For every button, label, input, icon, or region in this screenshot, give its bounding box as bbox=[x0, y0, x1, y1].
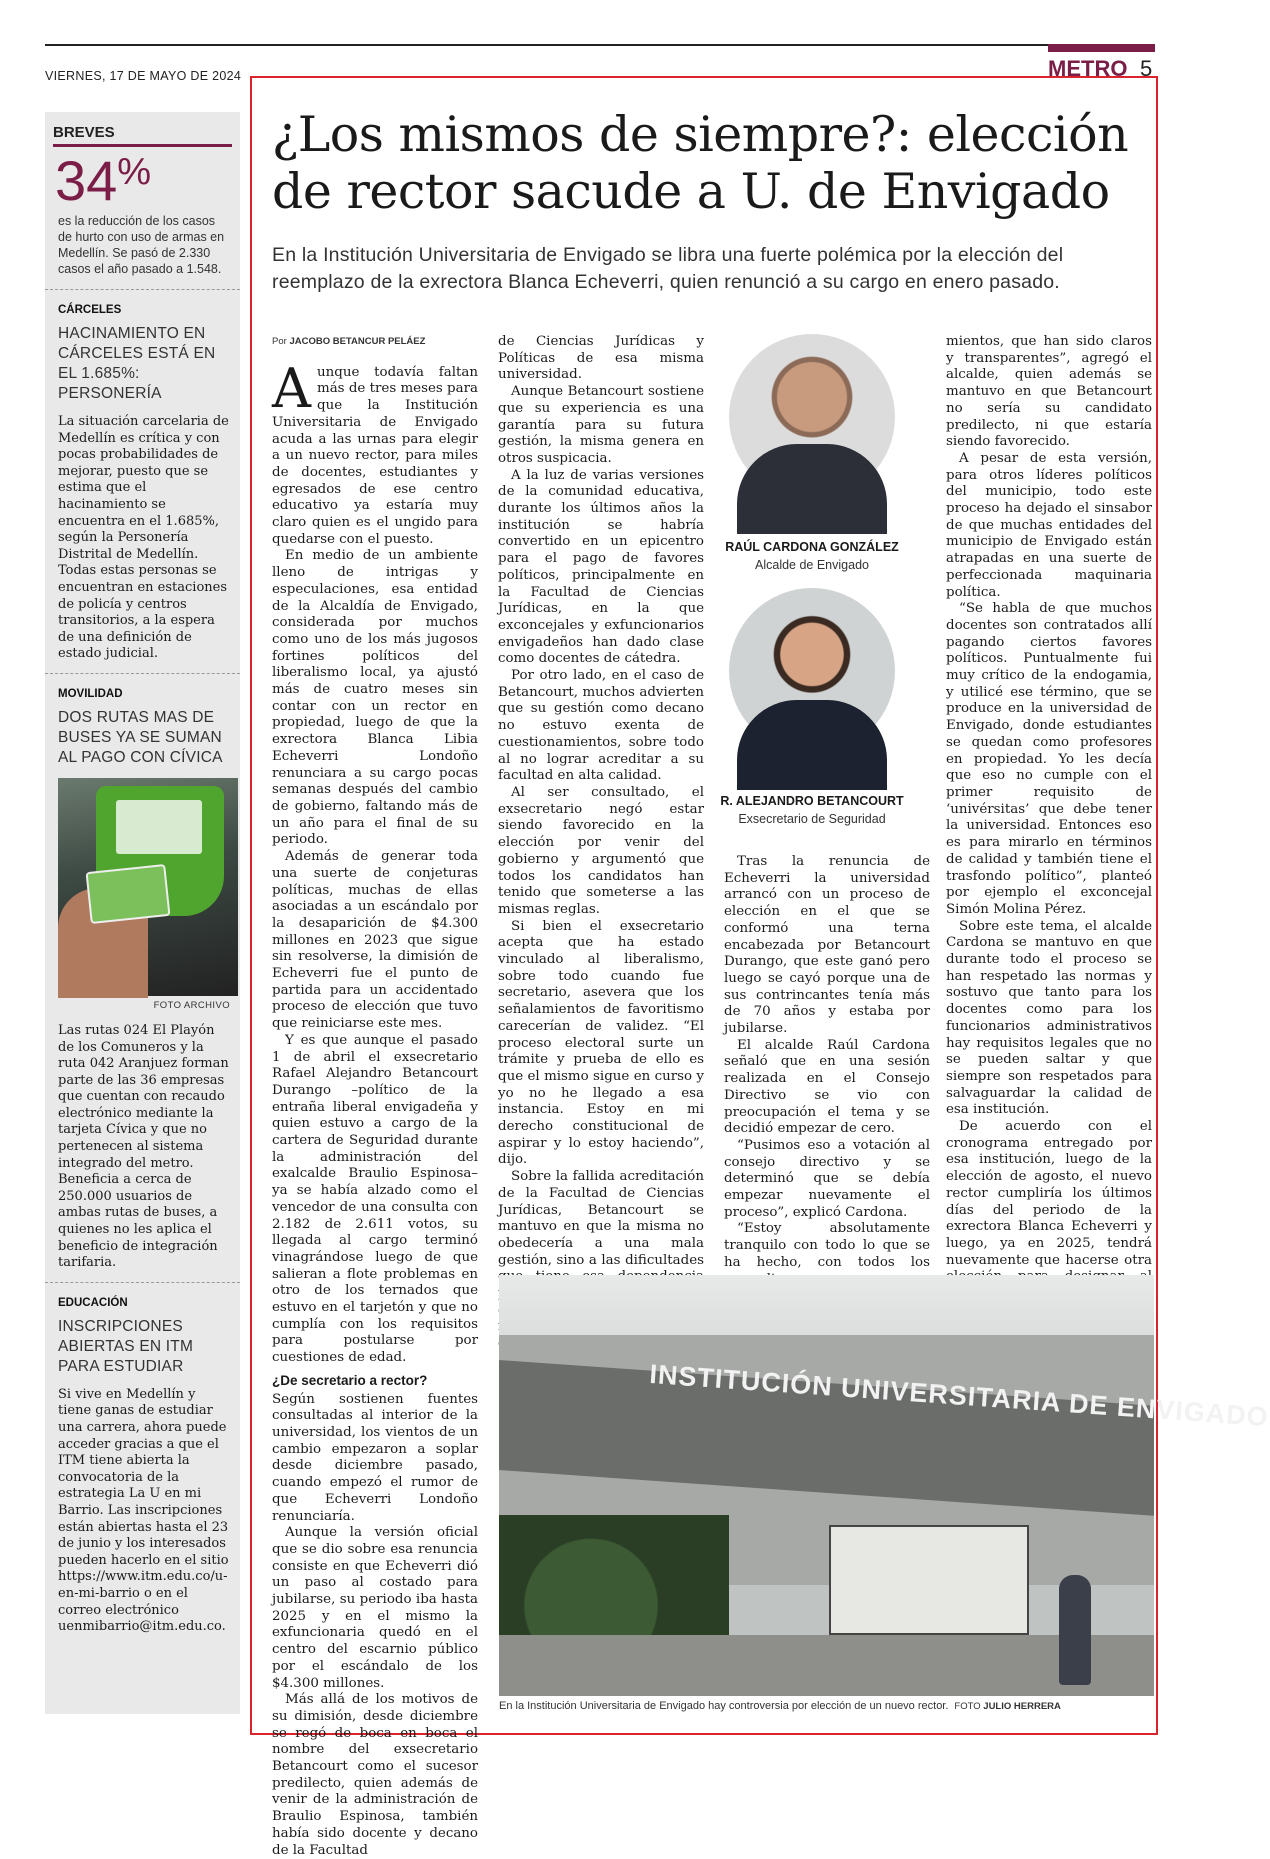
brief-body: Si vive en Medellín y tiene ganas de estudiar una carrera, ahora puede acceder gracias a que el ITM tiene abierta la convocatoria de la estrategia La U en mi Barrio. Las inscripciones están abiertas hasta el 23 de junio y los interesados pueden hacerlo en el sitio https://www.itm.edu.co/u-en-mi-barrio o en el correo electrónico uenmibarrio@itm.edu.co. bbox=[58, 1386, 229, 1635]
credit-prefix: FOTO bbox=[954, 1701, 981, 1712]
paragraph: Por otro lado, en el caso de Betancourt, muchos advierten que su gestión como decano no estuvo exenta de cuestionamientos, sobre todo al no lograr acreditar a su facultad en alta calidad. bbox=[498, 668, 704, 784]
civica-card bbox=[86, 864, 171, 924]
brief-kicker: CÁRCELES bbox=[58, 304, 122, 316]
paragraph: Aunque la versión oficial que se dio sobre esa renuncia consiste en que Echeverri dió un paso al costado para jubilarse, su periodo iba hasta 2025 y en el mismo la exfuncionaria quedó en el centro del escarnio público por el escándalo de los $4.300 millones. bbox=[272, 1525, 478, 1691]
paragraph: Sobre la fallida acreditación de la Facultad de Ciencias Jurídicas, Betancourt se mantuvo en que la misma no obedecería a una mala gestión, sino a las dificultades bbox=[498, 1169, 704, 1268]
paragraph bbox=[272, 356, 478, 549]
university-entrance-photo bbox=[499, 1275, 1270, 1696]
paragraph: “Pusimos eso a votación al consejo directivo y se determinó que se debía empezar nuevamente el proceso”, explicó Cardona. bbox=[724, 1137, 930, 1220]
divider bbox=[45, 1282, 240, 1283]
caption-text: En la Institución Universitaria de Envigado hay controversia por elección de un nuevo rector. bbox=[499, 1700, 949, 1712]
brief-title: HACINAMIENTO EN CÁRCELES ESTÁ EN EL 1.685%: PERSONERÍA bbox=[58, 325, 216, 402]
breves-sidebar bbox=[45, 112, 240, 1714]
photo-credit: FOTO ARCHIVO bbox=[153, 999, 230, 1011]
portrait-name: RAÚL CARDONA GONZÁLEZ bbox=[725, 540, 899, 554]
brief-kicker: MOVILIDAD bbox=[58, 687, 123, 700]
suit bbox=[737, 700, 887, 790]
byline-author: JACOBO BETANCUR PELÁEZ bbox=[289, 336, 426, 347]
suit bbox=[737, 444, 887, 534]
issue-date: VIERNES, 17 DE MAYO DE 2024 bbox=[45, 69, 242, 83]
brief-body: Las rutas 024 El Playón de los Comuneros y la ruta 042 Aranjuez forman parte de las 36 empresas que cuentan con recaudo electrónico mediante la tarjeta Cívica y que no pertenecen al sistema integrado del metro. Beneficia a cerca de 250.000 usuarios de ambas rutas de buses, a quienes no les aplica el beneficio de integración tarifaria. bbox=[58, 1022, 229, 1271]
stat-figure bbox=[55, 149, 232, 212]
article-column-2 bbox=[498, 334, 704, 1353]
portrait-raul-cardona bbox=[729, 334, 895, 500]
paragraph: “Se habla de que muchos docentes son contratados allí pagando ciertos favores políticos. Puntualmente fui muy crítico de la endogamia, y utilicé ese término, que se produce en la universidad de Envigado, donde estudiantes se quedan como profesores en propiedad. Yo les decía que eso no cumple con el primer requisito de ‘univérsitas’ que debe tener la universidad. Entonces eso es para mirarlo en términos de calidad y también tiene el trasfondo político”, planteó por ejemplo el exconcejal Simón Molina Pérez. bbox=[946, 601, 1152, 917]
photo-credit bbox=[954, 1701, 1060, 1712]
section-bar bbox=[1048, 44, 1155, 52]
top-rule bbox=[45, 44, 1155, 46]
portrait-alejandro-betancourt bbox=[729, 588, 895, 754]
paragraph: Al ser consultado, el exsecretario negó estar siendo favorecido en la elección por venir del gobierno y argumentó que todos los candidatos han tenido que someterse a las mismas reglas. bbox=[498, 784, 704, 917]
brief-kicker: EDUCACIÓN bbox=[58, 1296, 128, 1309]
pedestrian bbox=[1059, 1575, 1091, 1685]
brief-title: DOS RUTAS MAS DE BUSES YA SE SUMAN AL PAGO CON CÍVICA bbox=[58, 708, 223, 766]
paragraph: Según sostienen fuentes consultadas al interior de la universidad, los vientos de un cambio empezaron a soplar desde diciembre pasado, cuando empezó el rumor de que Echeverri Londoño renunciaría. bbox=[272, 1391, 478, 1524]
paragraph: “Estoy absolutamente tranquilo con todo lo que se ha hecho, con todos los bbox=[724, 1221, 930, 1270]
guard-booth bbox=[829, 1525, 1029, 1635]
ground bbox=[499, 1635, 1154, 1696]
brief-body: La situación carcelaria de Medellín es crítica y con pocas probabilidades de mejorar, puesto que se estima que el hacinamiento se encuentra en el 1.685%, según la Personería Distrital de Medellín. Todas estas personas se encuentran en estaciones de policía y centros transitorios, a la espera de una definición de estado judicial. bbox=[58, 414, 229, 662]
byline-prefix: Por bbox=[272, 336, 287, 347]
entrance-sign: INSTITUCIÓN UNIVERSITARIA DE ENVIGADO bbox=[648, 1358, 1270, 1433]
paragraph: En medio de un ambiente lleno de intrigas y especulaciones, esa entidad de la Alcaldía de Envigado, considerada por muchos como uno de los más jugosos fortines políticos del liberalismo local, ya ajustó más de cuatro meses sin contar con un rector en propiedad, luego de que la exrectora Blanca Libia Echeverri Londoño renunciara a su cargo pocas semanas después del cambio de gobierno, faltando más de un año para el final de su periodo. bbox=[272, 548, 478, 848]
civica-validator-photo bbox=[58, 778, 238, 996]
paragraph: Y es que aunque el pasado 1 de abril el exsecretario Rafael Alejandro Betancourt Durango –político de la entraña liberal envigadeña y quien estuvo a cargo de la cartera de Seguridad durante la administración del exalcalde Braulio Espinosa– ya se había alzado como el vencedor de una consulta con 2.182 de 2.611 votos, su llegada al cargo terminó vinagrándose luego de que salieran a flote problemas en otro de los ternados que estuvo en el tarjetón y que no cumplía con los requisitos para postularse por cuestiones de edad. bbox=[272, 1032, 478, 1366]
subhead: ¿De secretario a rector? bbox=[272, 1372, 428, 1388]
paragraph: Tras la renuncia de Echeverri la universidad arrancó con un proceso de elección en el que se conformó una terna encabezada por Betancourt Durango, que este ganó pero luego se cayó porque una de sus contrincantes tenía más de 70 años y estaba por jubilarse. bbox=[724, 854, 930, 1037]
paragraph: Además de generar toda una suerte de conjeturas políticas, muchas de ellas asociadas a un escándalo por la desaparición de $4.300 millones en 2023 que sigue sin resolverse, la dimisión de Echeverri fue el punto de partida para un accidentado proceso de elección que tuvo que reiniciarse este mes. bbox=[272, 849, 478, 1032]
byline bbox=[272, 334, 478, 351]
section-name: METRO bbox=[1048, 56, 1128, 81]
article-column-3 bbox=[724, 854, 930, 1288]
article-column-1 bbox=[272, 334, 478, 1859]
photo-caption bbox=[499, 1700, 1061, 1712]
paragraph: El alcalde Raúl Cardona señaló que en una sesión realizada en el Consejo Directivo se vio con preocupación el tema y se decidió empezar de cero. bbox=[724, 1037, 930, 1137]
stat-number: 34 bbox=[55, 149, 118, 212]
brief-title: INSCRIPCIONES ABIERTAS EN ITM PARA ESTUDIAR bbox=[58, 1317, 194, 1375]
paragraph: Aunque Betancourt sostiene que su experiencia es una garantía para su futura gestión, la misma genera en otros suspicacia. bbox=[498, 384, 704, 466]
paragraph: De acuerdo con el cronograma entregado por esa institución, luego de la elección de agosto, el nuevo rector cumpliría los últimos días del periodo de la exrectora Blanca Echeverri y luego, ya en 2025, tendrá nuevamente que hacerse otra bbox=[946, 1119, 1152, 1268]
divider bbox=[45, 673, 240, 674]
credit-name: JULIO HERRERA bbox=[983, 1701, 1061, 1712]
paragraph: Sobre este tema, el alcalde Cardona se mantuvo en que durante todo el proceso se han respetado las normas y sostuvo que tanto para los docentes como para los funcionarios administrativos hay requisitos legales que no se pueden saltar y que siempre son respetados para salvaguardar la calidad de esa institución. bbox=[946, 918, 1152, 1118]
paragraph-text: unque todavía faltan más de tres meses para que la Institución Universitaria de Envigado acuda a las urnas para elegir a un nuevo rector, para miles de docentes, estudiantes y egresados de ese centro educativo ya estaría muy claro quien es el ungido para quedarse con el puesto. bbox=[272, 364, 478, 547]
paragraph: mientos, que han sido claros y transparentes”, agregó el alcalde, quien además se mantuvo en que Betancourt no sería su candidato predilecto, ni que estaría siendo favorecido. bbox=[946, 334, 1152, 450]
portrait-name: R. ALEJANDRO BETANCOURT bbox=[720, 794, 904, 808]
stat-symbol: % bbox=[117, 151, 152, 193]
divider bbox=[45, 289, 240, 290]
article-headline: ¿Los mismos de siempre?: elección de rector sacude a U. de Envigado bbox=[272, 106, 1129, 220]
paragraph: Si bien el exsecretario acepta que ha estado vinculado al liberalismo, sobre todo cuando fue secretario, asevera que los señalamientos de favoritismo carecerían de validez. “El proceso electoral surte un trámite y prueba de ello es que el mismo sigue en curso y yo no he llegado a esa instancia. Estoy en mi derecho constitucional de aspirar y lo estoy haciendo”, dijo. bbox=[498, 918, 704, 1168]
stat-description: es la reducción de los casos de hurto con uso de armas en Medellín. Se pasó de 2.330 casos el año pasado a 1.548. bbox=[58, 214, 225, 276]
article-column-4 bbox=[946, 334, 1152, 1319]
breves-heading: BREVES bbox=[53, 124, 232, 147]
paragraph: Más allá de los motivos de su dimisión, desde diciembre se regó de boca en boca el nombre del exsecretario Betancourt como el sucesor predilecto, quien además de venir de la administración de Braulio Espinosa, también había sido docente y decano de la Facultad bbox=[272, 1692, 478, 1858]
validator-screen bbox=[116, 800, 202, 854]
page-number: 5 bbox=[1140, 56, 1153, 81]
drop-cap: A bbox=[272, 356, 311, 420]
portrait-role: Alcalde de Envigado bbox=[755, 558, 869, 572]
paragraph: A pesar de esta versión, para otros líderes políticos del municipio, todo este proceso ha dejado el sinsabor de que muchas entidades del municipio de Envigado están atrapadas en una suerte de perfeccionada maquinaria política. bbox=[946, 450, 1152, 600]
paragraph: de Ciencias Jurídicas y Políticas de esa misma universidad. bbox=[498, 334, 704, 383]
paragraph: A la luz de varias versiones de la comunidad educativa, durante los últimos años la institución se habría convertido en un epicentro para el pago de favores políticos, principalmente en la Facultad de Ciencias Jurídicas, en la que exconcejales y exfuncionarios envigadeños han dado clase como docentes de cátedra. bbox=[498, 467, 704, 667]
portrait-role: Exsecretario de Seguridad bbox=[738, 812, 886, 826]
article-dek: En la Institución Universitaria de Envigado se libra una fuerte polémica por la elección del reemplazo de la exrectora Blanca Echeverri, quien renunció a su cargo en enero pasado. bbox=[272, 244, 1064, 293]
